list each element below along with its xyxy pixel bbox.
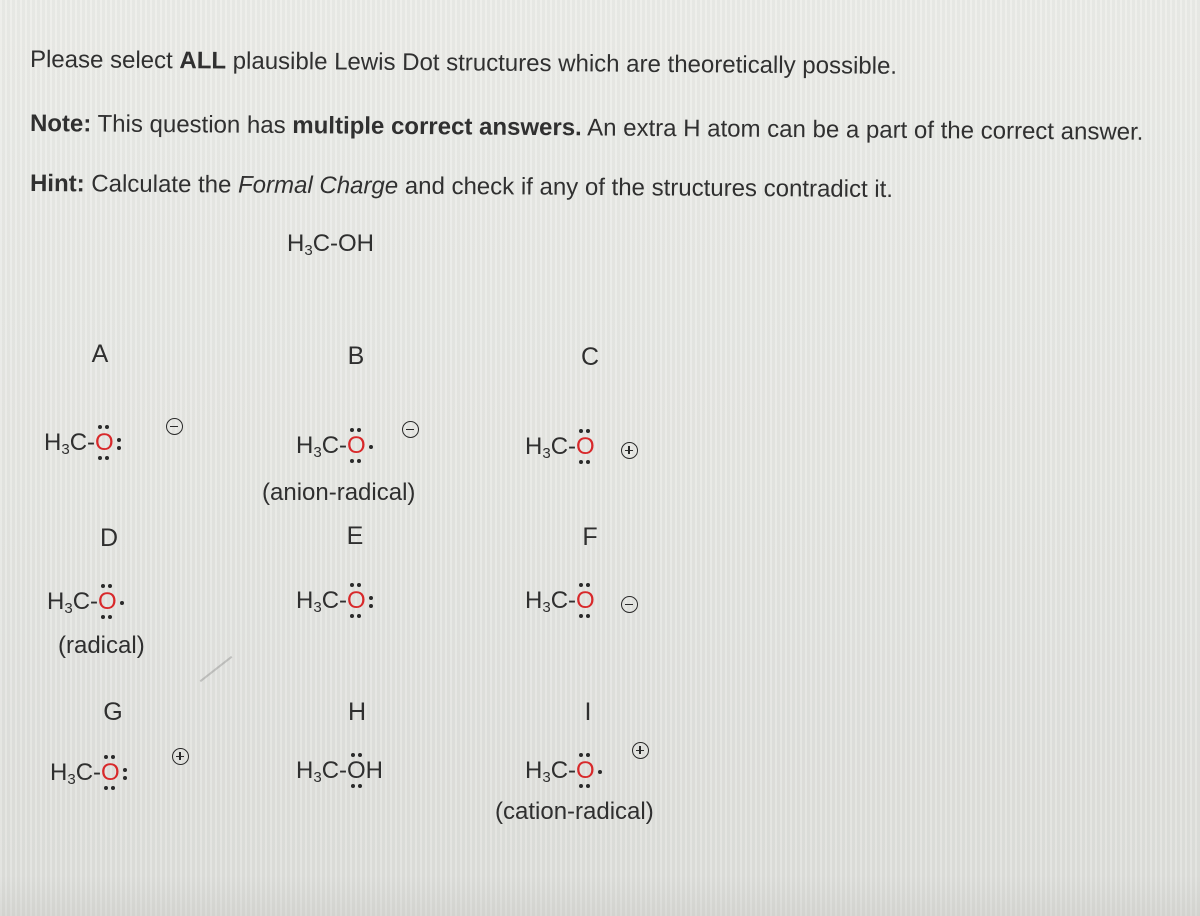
- formula-body: C-: [72, 588, 99, 615]
- oxygen-atom: [347, 587, 365, 615]
- note-label: Note:: [29, 110, 92, 138]
- formula-h: H: [296, 757, 314, 784]
- formula-h: H: [296, 432, 314, 459]
- option-caption: (radical): [58, 632, 145, 659]
- option-letter: I: [584, 698, 592, 726]
- formula-h: H: [525, 587, 543, 614]
- option-letter: G: [103, 698, 123, 726]
- formula-sub: 3: [313, 444, 322, 461]
- lone-pair-top: [351, 753, 363, 757]
- formula-h: H: [525, 757, 543, 784]
- option-letter: C: [580, 343, 600, 371]
- formula-body: C-: [75, 759, 102, 786]
- oxygen-atom: [95, 429, 113, 457]
- lone-pair-bottom: [579, 784, 591, 788]
- lone-pair-top: [579, 429, 591, 433]
- option-letter: H: [347, 698, 367, 726]
- formula-body: C-: [321, 432, 348, 459]
- lone-pair-bottom: [98, 456, 110, 460]
- oxygen-atom: [347, 432, 365, 460]
- lone-pair-right: [117, 438, 121, 450]
- oxygen-symbol: O: [101, 759, 120, 786]
- formula-h: H: [44, 429, 62, 456]
- positive-charge-icon: [621, 442, 638, 459]
- hint-post: and check if any of the structures contradict it.: [398, 172, 894, 204]
- option-h[interactable]: [290, 690, 470, 820]
- formula-h: H: [47, 588, 65, 615]
- lone-pair-bottom: [101, 615, 113, 619]
- oxygen-symbol: O: [347, 587, 366, 614]
- main-formula-sub: 3: [304, 242, 313, 259]
- lone-pair-top: [579, 753, 591, 757]
- option-letter: B: [347, 342, 365, 370]
- formula-body: C-: [550, 757, 577, 784]
- instruction-pre: Please select: [29, 46, 180, 75]
- lone-pair-right: [369, 596, 373, 608]
- option-c[interactable]: [520, 335, 700, 465]
- option-formula: [50, 759, 119, 788]
- lone-pair-right: [123, 768, 127, 780]
- formula-body: C-: [550, 433, 577, 460]
- page-edge-shadow: [0, 876, 1200, 916]
- negative-charge-icon: [402, 421, 419, 438]
- option-formula: [44, 429, 113, 458]
- single-electron: [120, 601, 124, 605]
- formula-sub: 3: [67, 771, 76, 788]
- option-g[interactable]: [45, 690, 225, 820]
- option-f[interactable]: [520, 515, 700, 645]
- option-caption: (anion-radical): [262, 479, 416, 506]
- oxygen-atom: [576, 757, 594, 785]
- note-bold: multiple correct answers.: [292, 112, 582, 142]
- lone-pair-top: [579, 583, 591, 587]
- formula-body: C-: [69, 429, 96, 456]
- positive-charge-icon: [632, 742, 649, 759]
- note-pre: This question has: [91, 110, 293, 140]
- option-caption: (cation-radical): [495, 798, 654, 825]
- option-formula: [296, 587, 365, 616]
- option-formula: [296, 757, 383, 786]
- formula-h: H: [50, 759, 68, 786]
- lone-pair-bottom: [104, 786, 116, 790]
- hint-italic: Formal Charge: [237, 171, 399, 200]
- formula-body: C-: [321, 587, 348, 614]
- oxygen-symbol: O: [98, 588, 117, 615]
- option-letter: D: [99, 524, 119, 552]
- negative-charge-icon: [621, 596, 638, 613]
- lone-pair-top: [104, 755, 116, 759]
- option-formula: [525, 757, 594, 786]
- oxygen-symbol: O: [576, 587, 595, 614]
- lone-pair-bottom: [351, 784, 363, 788]
- option-letter: F: [582, 523, 598, 551]
- hint-pre: Calculate the: [84, 170, 239, 199]
- formula-sub: 3: [542, 599, 551, 616]
- option-formula: [525, 587, 594, 616]
- oxygen-atom: [576, 587, 594, 615]
- main-formula: [287, 230, 374, 259]
- option-i[interactable]: [490, 690, 710, 830]
- positive-charge-icon: [172, 748, 189, 765]
- main-formula-h: H: [287, 230, 305, 257]
- lone-pair-bottom: [350, 459, 362, 463]
- single-electron: [598, 770, 602, 774]
- single-electron: [369, 445, 373, 449]
- formula-sub: 3: [313, 769, 322, 786]
- question-note: [30, 110, 1144, 147]
- question-hint: [30, 170, 893, 204]
- note-post: An extra H atom can be a part of the correct answer.: [581, 114, 1144, 146]
- instruction-all: ALL: [179, 47, 227, 75]
- formula-h: H: [296, 587, 314, 614]
- lone-pair-bottom: [579, 460, 591, 464]
- oxygen-symbol: O: [95, 429, 114, 456]
- formula-sub: 3: [542, 445, 551, 462]
- formula-h: H: [525, 433, 543, 460]
- option-formula: [296, 432, 365, 461]
- question-instruction: [30, 46, 897, 81]
- lone-pair-top: [98, 425, 110, 429]
- instruction-post: plausible Lewis Dot structures which are theoretically possible.: [225, 47, 898, 80]
- option-e[interactable]: [290, 515, 470, 645]
- option-letter: E: [346, 522, 364, 550]
- option-formula: [47, 588, 116, 617]
- formula-sub: 3: [313, 599, 322, 616]
- option-b[interactable]: [262, 335, 462, 515]
- formula-sub: 3: [61, 441, 70, 458]
- hydroxyl-group: [347, 757, 383, 785]
- lone-pair-bottom: [350, 614, 362, 618]
- lone-pair-bottom: [579, 614, 591, 618]
- main-formula-body: C-OH: [312, 230, 375, 257]
- oxygen-atom: [101, 759, 119, 787]
- option-letter: A: [91, 340, 109, 368]
- oxygen-atom: [98, 588, 116, 616]
- hint-label: Hint:: [29, 170, 85, 198]
- lone-pair-top: [350, 428, 362, 432]
- option-formula: [525, 433, 594, 462]
- option-a[interactable]: [40, 335, 220, 465]
- oxygen-symbol: O: [576, 757, 595, 784]
- lone-pair-top: [101, 584, 113, 588]
- formula-sub: 3: [542, 769, 551, 786]
- formula-sub: 3: [64, 600, 73, 617]
- oxygen-symbol: O: [576, 433, 595, 460]
- lone-pair-top: [350, 583, 362, 587]
- negative-charge-icon: [166, 418, 183, 435]
- oxygen-atom: [576, 433, 594, 461]
- oh-symbol: OH: [347, 757, 384, 784]
- option-d[interactable]: [45, 515, 225, 665]
- oxygen-symbol: O: [347, 432, 366, 459]
- formula-body: C-: [321, 757, 348, 784]
- formula-body: C-: [550, 587, 577, 614]
